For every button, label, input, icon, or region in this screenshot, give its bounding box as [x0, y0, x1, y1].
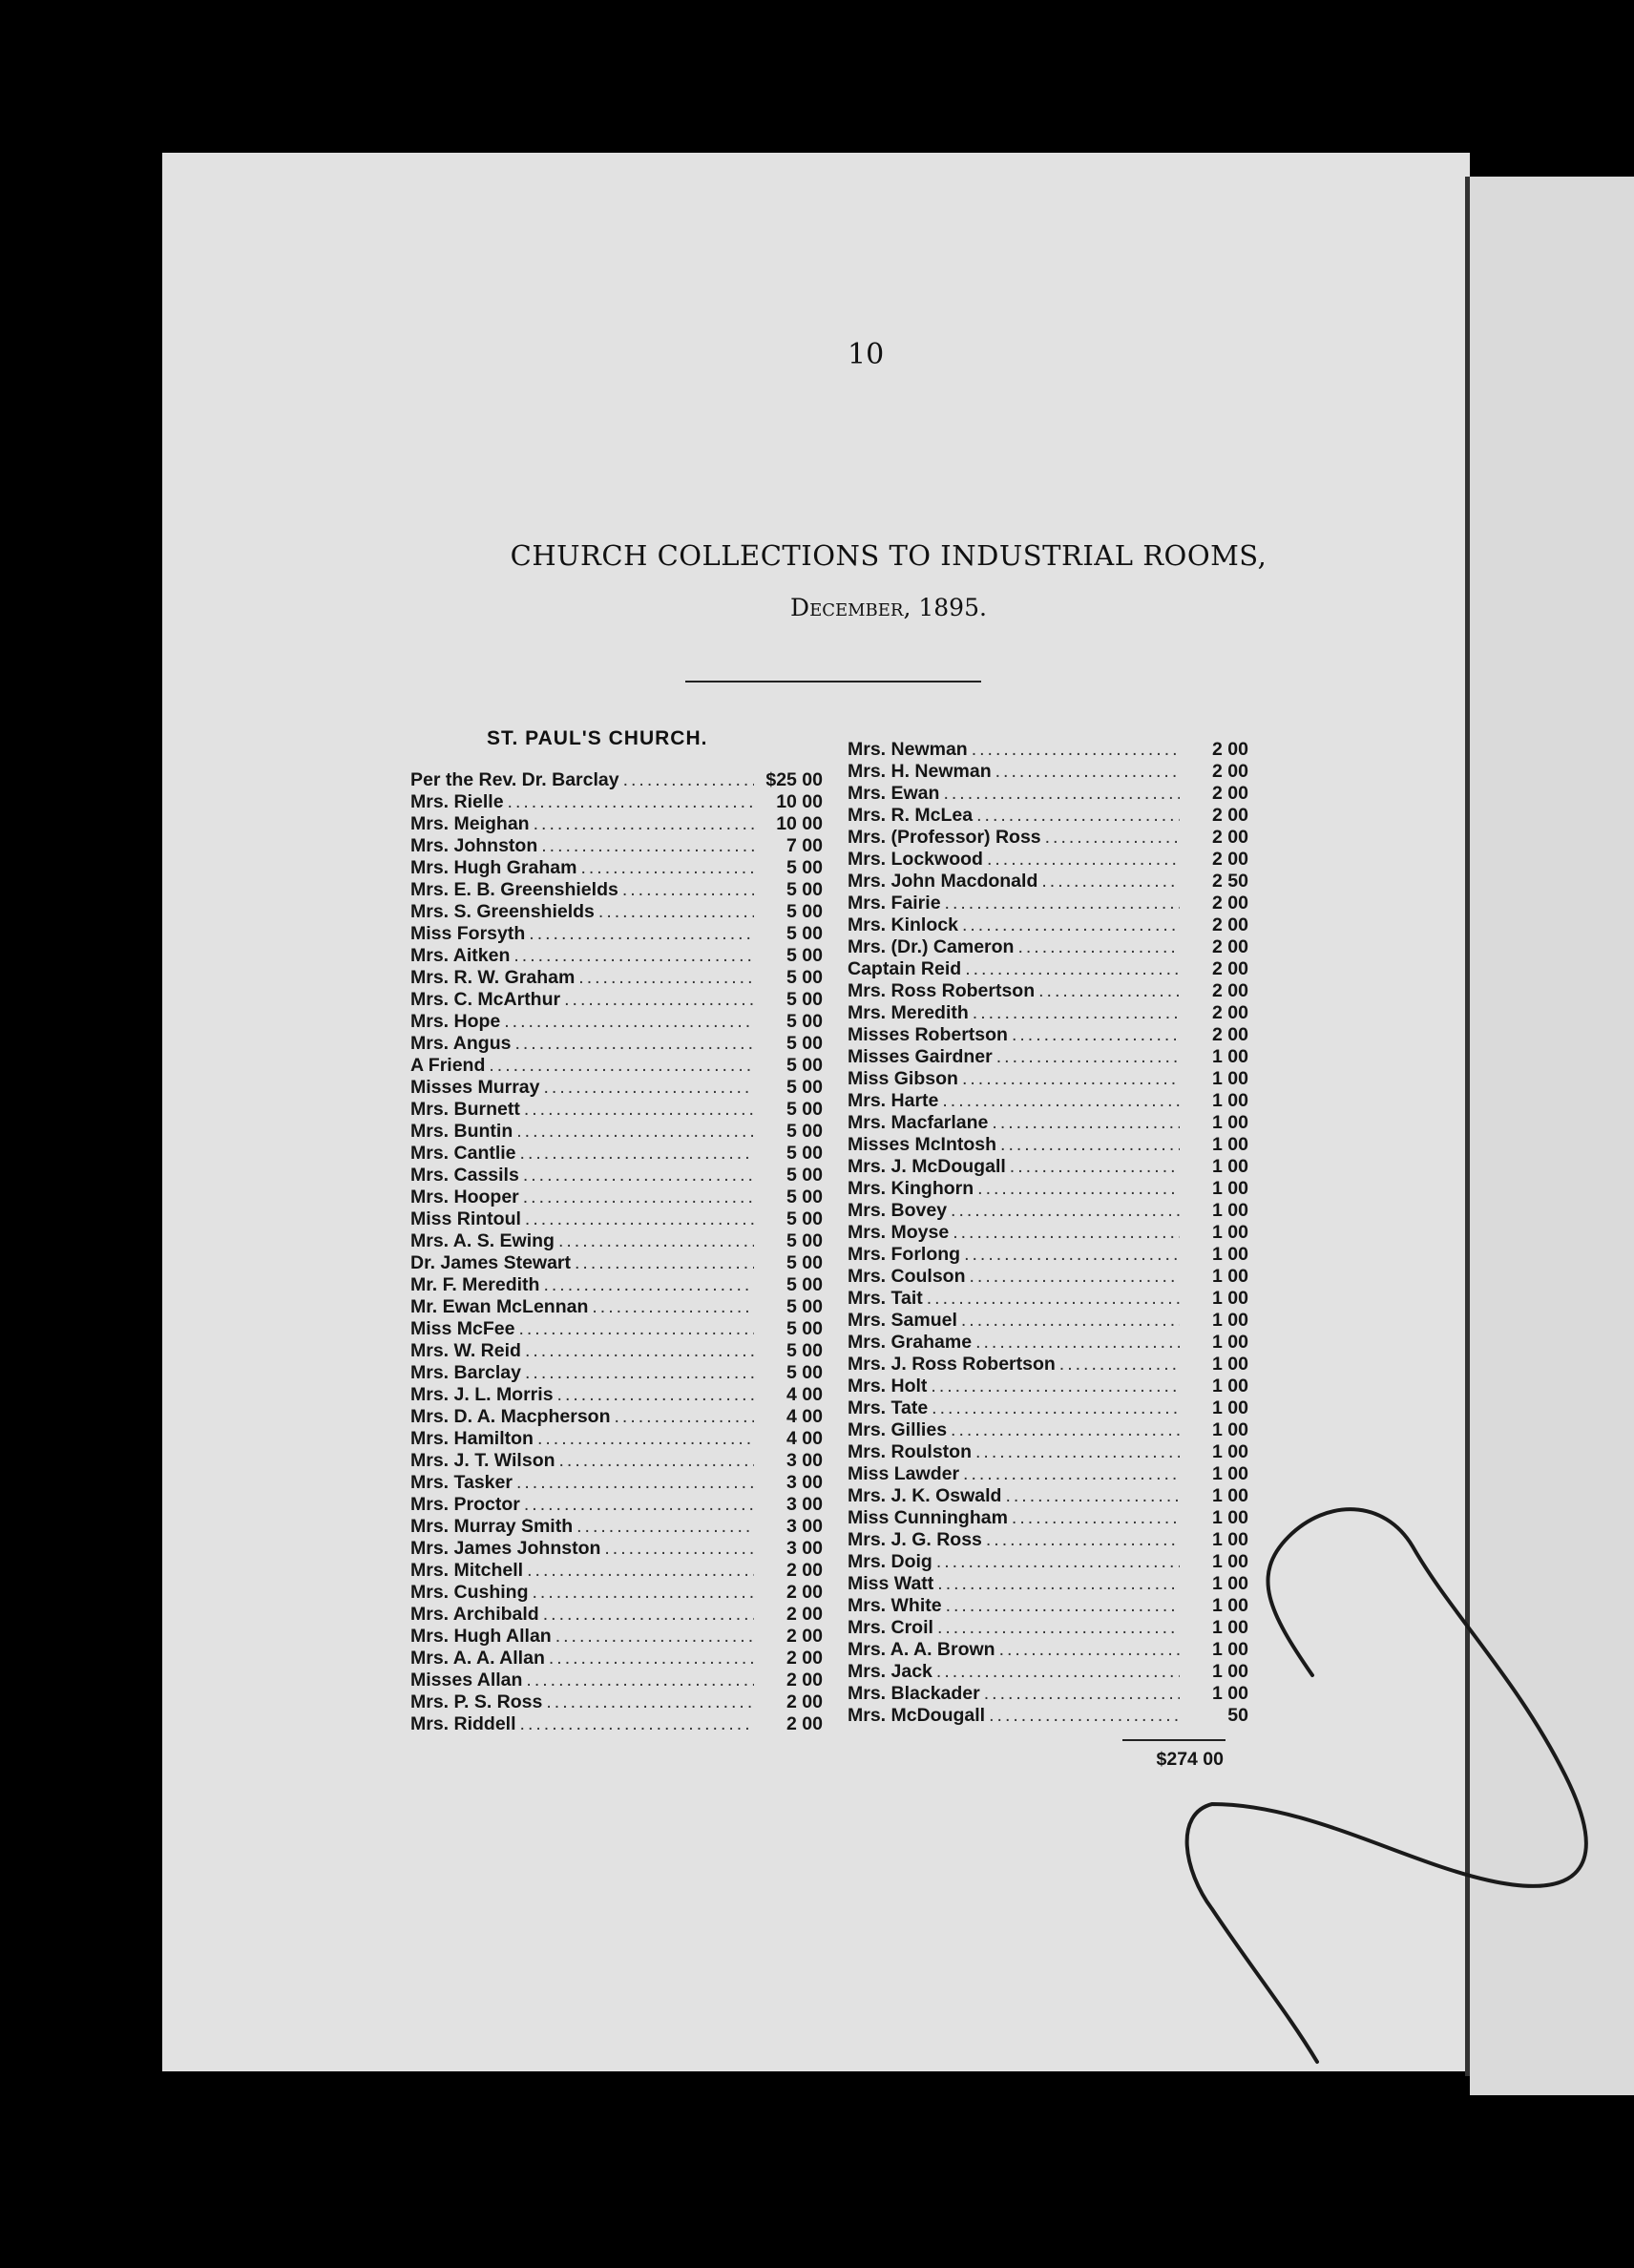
donation-amount: 5 00 [786, 879, 823, 900]
donation-amount: 1 00 [1212, 1683, 1248, 1704]
donation-amount: 1 00 [1212, 1639, 1248, 1660]
donation-amount: 5 00 [786, 1011, 823, 1032]
donation-amount: 5 00 [786, 945, 823, 966]
donation-amount: 2 00 [1212, 827, 1248, 848]
donation-amount: 1 00 [1212, 1529, 1248, 1550]
page-subtitle: December, 1895. [790, 594, 987, 621]
donation-amount: 5 00 [786, 1318, 823, 1339]
donation-amount: 3 00 [786, 1516, 823, 1537]
donation-amount: 2 00 [786, 1691, 823, 1712]
donor-name: Mrs. Jack [848, 1661, 932, 1682]
donor-name: Mrs. Hugh Allan [410, 1626, 552, 1647]
donor-name: Mrs. J. G. Ross [848, 1529, 982, 1550]
donation-amount: 4 00 [786, 1428, 823, 1449]
donation-amount: 2 00 [786, 1670, 823, 1690]
donation-amount: 1 00 [1212, 1266, 1248, 1287]
donor-name: Mrs. A. A. Allan [410, 1648, 545, 1669]
donation-amount: 2 00 [1212, 980, 1248, 1001]
donation-amount: 1 00 [1212, 1288, 1248, 1309]
donor-name: Miss McFee [410, 1318, 515, 1339]
donation-amount: 2 00 [1212, 739, 1248, 760]
donation-amount: 1 00 [1212, 1046, 1248, 1067]
donation-amount: 1 00 [1212, 1112, 1248, 1133]
donor-name: Misses Robertson [848, 1024, 1008, 1045]
donor-name: Mrs. Moyse [848, 1222, 950, 1243]
donor-name: Mrs. Hope [410, 1011, 501, 1032]
donation-amount: 5 00 [786, 1055, 823, 1076]
donor-name: Mrs. Ewan [848, 783, 940, 804]
donor-name: Mrs. McDougall [848, 1705, 986, 1726]
donation-amount: 5 00 [786, 1230, 823, 1251]
donor-name: Mrs. Tasker [410, 1472, 513, 1493]
donation-amount: 1 00 [1212, 1485, 1248, 1506]
donor-name: Miss Lawder [848, 1463, 960, 1484]
donor-name: Mrs. Bovey [848, 1200, 948, 1221]
donor-name: Mrs. Cassils [410, 1165, 519, 1186]
donation-amount: 2 00 [786, 1626, 823, 1647]
donation-amount: 5 00 [786, 1099, 823, 1120]
donor-name: Mrs. R. McLea [848, 805, 974, 826]
donor-name: Mrs. Tate [848, 1397, 929, 1418]
donor-name: Mrs. Roulston [848, 1441, 972, 1462]
donation-amount: 2 00 [1212, 914, 1248, 935]
donor-name: Dr. James Stewart [410, 1252, 572, 1273]
donation-amount: 5 00 [786, 1274, 823, 1295]
donation-amount: 5 00 [786, 1186, 823, 1208]
donation-amount: 3 00 [786, 1494, 823, 1515]
donation-amount: 2 00 [1212, 805, 1248, 826]
donor-name: Mrs. Samuel [848, 1310, 957, 1331]
donor-name: Mrs. D. A. Macpherson [410, 1406, 611, 1427]
donor-name: Mrs. Meredith [848, 1002, 969, 1023]
donor-name: Mrs. H. Newman [848, 761, 992, 782]
donation-amount: 5 00 [786, 1121, 823, 1142]
donor-name: Mrs. A. S. Ewing [410, 1230, 555, 1251]
donor-name: Mrs. White [848, 1595, 942, 1616]
donation-amount: 2 00 [1212, 849, 1248, 870]
donor-name: Mrs. Croil [848, 1617, 933, 1638]
donation-amount: 3 00 [786, 1450, 823, 1471]
donor-name: Mrs. Tait [848, 1288, 923, 1309]
donation-amount: 5 00 [786, 1362, 823, 1383]
donation-amount: $25 00 [765, 769, 823, 790]
donor-name: Mrs. Kinlock [848, 914, 958, 935]
donation-amount: 5 00 [786, 1296, 823, 1317]
donor-name: Mrs. Coulson [848, 1266, 966, 1287]
donation-amount: 1 00 [1212, 1178, 1248, 1199]
donation-amount: 10 00 [776, 791, 823, 812]
donation-amount: 1 00 [1212, 1463, 1248, 1484]
donor-name: Captain Reid [848, 958, 962, 979]
donation-amount: 1 00 [1212, 1156, 1248, 1177]
donation-amount: 7 00 [786, 835, 823, 856]
donation-amount: 2 00 [786, 1713, 823, 1734]
donation-amount: 1 00 [1212, 1507, 1248, 1528]
donor-name: Mrs. Harte [848, 1090, 939, 1111]
donor-name: Mrs. Fairie [848, 892, 941, 914]
donation-amount: 5 00 [786, 1165, 823, 1186]
donation-amount: 1 00 [1212, 1134, 1248, 1155]
donor-name: Mrs. John Macdonald [848, 871, 1038, 892]
donation-amount: 5 00 [786, 901, 823, 922]
donor-name: Mrs. Cantlie [410, 1143, 516, 1164]
donor-name: Mrs. J. K. Oswald [848, 1485, 1002, 1506]
donor-name: Mrs. Murray Smith [410, 1516, 574, 1537]
donation-amount: 1 00 [1212, 1332, 1248, 1353]
donation-amount: 5 00 [786, 923, 823, 944]
donation-amount: 2 00 [786, 1604, 823, 1625]
donor-name: Per the Rev. Dr. Barclay [410, 769, 619, 790]
donation-amount: 1 00 [1212, 1354, 1248, 1375]
donation-amount: 2 00 [786, 1648, 823, 1669]
donation-amount: 2 00 [786, 1560, 823, 1581]
donation-amount: 2 00 [1212, 936, 1248, 957]
donor-name: Mrs. Blackader [848, 1683, 980, 1704]
donor-name: Mrs. J. T. Wilson [410, 1450, 555, 1471]
donor-name: Mrs. Mitchell [410, 1560, 524, 1581]
donation-amount: 50 [1227, 1705, 1248, 1726]
donor-name: Mrs. A. A. Brown [848, 1639, 995, 1660]
donation-amount: 5 00 [786, 967, 823, 988]
donation-amount: 1 00 [1212, 1617, 1248, 1638]
donation-amount: 1 00 [1212, 1419, 1248, 1440]
donor-name: Mrs. J. McDougall [848, 1156, 1006, 1177]
donor-name: Mrs. Johnston [410, 835, 538, 856]
donation-amount: 1 00 [1212, 1310, 1248, 1331]
donation-amount: 1 00 [1212, 1573, 1248, 1594]
donation-amount: 5 00 [786, 1143, 823, 1164]
donation-amount: 2 50 [1212, 871, 1248, 892]
donation-amount: 2 00 [1212, 783, 1248, 804]
donation-amount: 1 00 [1212, 1244, 1248, 1265]
donor-name: Mrs. Barclay [410, 1362, 521, 1383]
donor-name: Mrs. E. B. Greenshields [410, 879, 618, 900]
donor-name: Mrs. Hugh Graham [410, 857, 577, 878]
donor-name: Mrs. Aitken [410, 945, 511, 966]
donor-name: Mrs. Angus [410, 1033, 512, 1054]
donor-name: Mrs. (Professor) Ross [848, 827, 1041, 848]
donation-amount: 2 00 [1212, 958, 1248, 979]
donor-name: Mrs. Forlong [848, 1244, 961, 1265]
donation-amount: 2 00 [786, 1582, 823, 1603]
donor-name: Mrs. (Dr.) Cameron [848, 936, 1015, 957]
donation-amount: 4 00 [786, 1406, 823, 1427]
donation-amount: 3 00 [786, 1538, 823, 1559]
donor-name: A Friend [410, 1055, 486, 1076]
donation-amount: 5 00 [786, 1208, 823, 1229]
donor-name: Mrs. P. S. Ross [410, 1691, 543, 1712]
donor-name: Miss Forsyth [410, 923, 526, 944]
donor-name: Mrs. Holt [848, 1376, 928, 1396]
donation-amount: 1 00 [1212, 1376, 1248, 1396]
donor-name: Mrs. S. Greenshields [410, 901, 595, 922]
donation-amount: 3 00 [786, 1472, 823, 1493]
donor-name: Miss Watt [848, 1573, 934, 1594]
donation-amount: 2 00 [1212, 892, 1248, 914]
donation-amount: 1 00 [1212, 1200, 1248, 1221]
donation-amount: 1 00 [1212, 1222, 1248, 1243]
donor-name: Mrs. J. L. Morris [410, 1384, 554, 1405]
donor-name: Mrs. Meighan [410, 813, 530, 834]
donation-amount: 1 00 [1212, 1595, 1248, 1616]
donor-name: Mrs. Ross Robertson [848, 980, 1036, 1001]
donation-amount: 2 00 [1212, 1024, 1248, 1045]
donor-name: Mrs. Kinghorn [848, 1178, 974, 1199]
donor-name: Misses Murray [410, 1077, 540, 1098]
donor-name: Miss Gibson [848, 1068, 958, 1089]
donor-name: Mrs. C. McArthur [410, 989, 561, 1010]
church-heading: ST. PAUL'S CHURCH. [487, 727, 708, 749]
donor-name: Mrs. Gillies [848, 1419, 948, 1440]
donation-amount: 10 00 [776, 813, 823, 834]
page-title: CHURCH COLLECTIONS TO INDUSTRIAL ROOMS, [510, 539, 1267, 572]
donation-amount: 5 00 [786, 1077, 823, 1098]
donation-amount: 2 00 [1212, 1002, 1248, 1023]
donor-name: Miss Rintoul [410, 1208, 521, 1229]
donor-name: Mrs. Lockwood [848, 849, 983, 870]
donor-name: Mrs. James Johnston [410, 1538, 601, 1559]
donor-name: Mrs. Rielle [410, 791, 504, 812]
donation-amount: 5 00 [786, 1033, 823, 1054]
total-amount: $274 00 [1156, 1749, 1224, 1770]
donation-amount: 4 00 [786, 1384, 823, 1405]
donor-name: Mrs. Hamilton [410, 1428, 534, 1449]
donation-amount: 5 00 [786, 1340, 823, 1361]
donor-name: Mr. Ewan McLennan [410, 1296, 589, 1317]
donor-name: Mrs. Macfarlane [848, 1112, 989, 1133]
donation-amount: 1 00 [1212, 1068, 1248, 1089]
donation-amount: 1 00 [1212, 1441, 1248, 1462]
donor-name: Mrs. Grahame [848, 1332, 973, 1353]
donor-name: Mrs. R. W. Graham [410, 967, 576, 988]
donor-name: Mrs. Newman [848, 739, 968, 760]
donation-amount: 1 00 [1212, 1551, 1248, 1572]
donor-name: Mrs. W. Reid [410, 1340, 521, 1361]
donor-name: Misses Allan [410, 1670, 523, 1690]
donation-amount: 1 00 [1212, 1661, 1248, 1682]
donation-amount: 5 00 [786, 857, 823, 878]
donor-name: Mrs. Burnett [410, 1099, 520, 1120]
donor-name: Misses Gairdner [848, 1046, 993, 1067]
donor-name: Mrs. Buntin [410, 1121, 513, 1142]
donation-amount: 5 00 [786, 1252, 823, 1273]
donation-amount: 2 00 [1212, 761, 1248, 782]
donor-name: Mrs. Proctor [410, 1494, 520, 1515]
donor-name: Misses McIntosh [848, 1134, 997, 1155]
donor-name: Mrs. Doig [848, 1551, 932, 1572]
donor-name: Miss Cunningham [848, 1507, 1008, 1528]
donation-amount: 5 00 [786, 989, 823, 1010]
donor-name: Mrs. Archibald [410, 1604, 539, 1625]
donor-name: Mrs. J. Ross Robertson [848, 1354, 1056, 1375]
donor-name: Mrs. Hooper [410, 1186, 519, 1208]
donor-name: Mrs. Cushing [410, 1582, 529, 1603]
donor-name: Mr. F. Meredith [410, 1274, 540, 1295]
donation-amount: 1 00 [1212, 1397, 1248, 1418]
donation-amount: 1 00 [1212, 1090, 1248, 1111]
donor-name: Mrs. Riddell [410, 1713, 516, 1734]
